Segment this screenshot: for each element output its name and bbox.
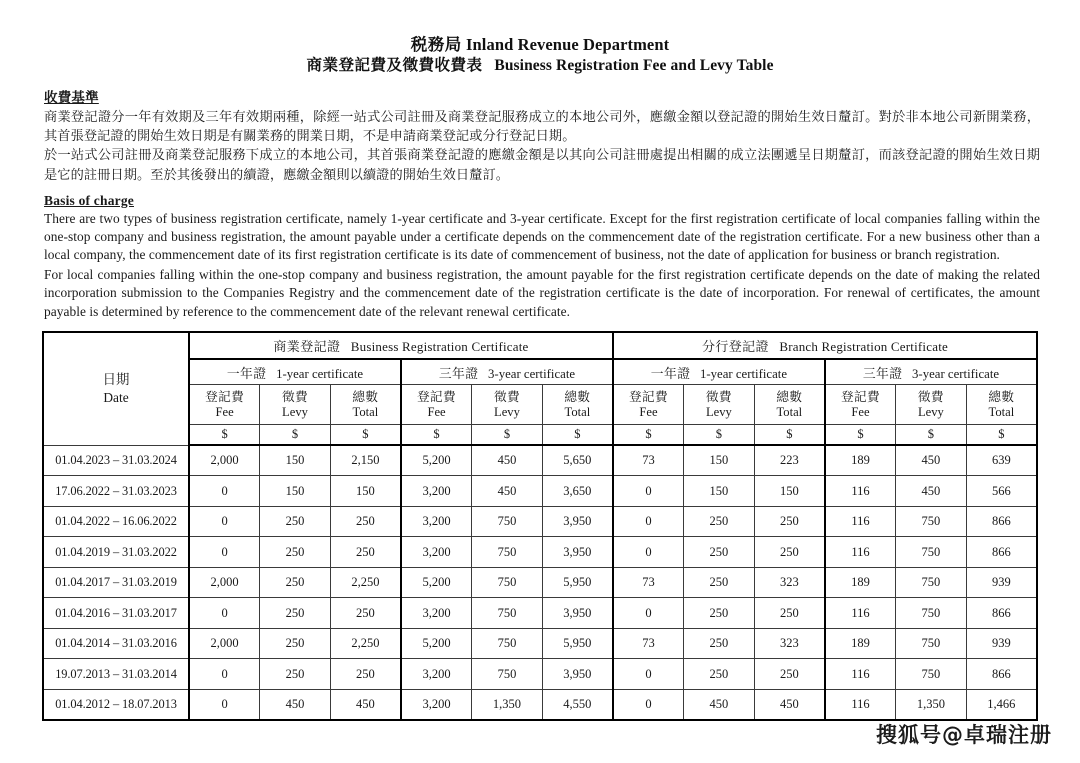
row-value-cell: 116 [825, 598, 896, 629]
row-value-cell: 0 [189, 506, 260, 537]
currency-header-2: $ [330, 425, 401, 446]
leaf-header-1-en: Levy [282, 404, 308, 419]
basis-zh-paragraph-2: 於一站式公司註冊及商業登記服務下成立的本地公司，其首張商業登記證的應繳金額是以其向公司註冊處提出相關的成立法團遞呈日期釐訂，而該登記證的開始生效日期是它的註冊日期。至於其後發出的續證，應繳金額則以續證的開始生效日釐訂。 [44, 147, 1040, 182]
header-row-leaf [43, 385, 1037, 425]
department-title-zh: 税務局 [410, 35, 462, 54]
row-date-cell: 01.04.2023 – 31.03.2024 [43, 445, 189, 476]
department-title-en: Inland Revenue Department [465, 35, 670, 54]
row-value-cell: 750 [472, 628, 543, 659]
row-date-cell: 01.04.2016 – 31.03.2017 [43, 598, 189, 629]
row-value-cell: 250 [330, 506, 401, 537]
leaf-header-11-en: Total [988, 404, 1015, 419]
row-value-cell: 450 [896, 445, 967, 476]
row-value-cell: 5,200 [401, 567, 472, 598]
row-value-cell: 750 [896, 537, 967, 568]
row-value-cell: 250 [754, 659, 825, 690]
currency-header-6: $ [613, 425, 684, 446]
row-value-cell: 5,650 [542, 445, 613, 476]
subgroup-header-business-1year [189, 359, 401, 385]
row-value-cell: 750 [472, 506, 543, 537]
currency-header-4: $ [472, 425, 543, 446]
row-value-cell: 250 [260, 598, 331, 629]
leaf-header-0-zh: 登記費 [205, 389, 245, 404]
row-value-cell: 866 [966, 506, 1037, 537]
row-value-cell: 3,950 [542, 506, 613, 537]
row-value-cell: 150 [754, 476, 825, 507]
table-row [43, 476, 1037, 507]
group-header-business-zh: 商業登記證 [273, 338, 341, 354]
basis-en-heading: Basis of charge [44, 192, 134, 208]
leaf-header-4-en: Levy [494, 404, 520, 419]
row-value-cell: 250 [260, 567, 331, 598]
row-value-cell: 750 [896, 567, 967, 598]
currency-header-10: $ [896, 425, 967, 446]
row-value-cell: 939 [966, 567, 1037, 598]
leaf-header-10-zh: 徵費 [917, 389, 944, 404]
row-value-cell: 1,350 [896, 689, 967, 720]
row-value-cell: 3,200 [401, 659, 472, 690]
row-value-cell: 5,950 [542, 628, 613, 659]
table-row [43, 567, 1037, 598]
row-value-cell: 0 [613, 659, 684, 690]
row-value-cell: 3,200 [401, 689, 472, 720]
row-value-cell: 450 [472, 445, 543, 476]
row-value-cell: 1,350 [472, 689, 543, 720]
row-date-cell: 19.07.2013 – 31.03.2014 [43, 659, 189, 690]
row-value-cell: 150 [684, 445, 755, 476]
group-header-business [189, 332, 613, 359]
leaf-header-4-zh: 徵費 [493, 389, 520, 404]
row-value-cell: 323 [754, 628, 825, 659]
row-value-cell: 250 [754, 506, 825, 537]
row-value-cell: 0 [613, 598, 684, 629]
leaf-header-6-zh: 登記費 [629, 389, 668, 404]
leaf-header-11 [966, 385, 1037, 425]
document-subtitle [0, 56, 1080, 77]
date-column-header [43, 332, 189, 446]
row-value-cell: 750 [472, 598, 543, 629]
row-value-cell: 116 [825, 659, 896, 690]
leaf-header-3-en: Fee [427, 404, 446, 419]
row-value-cell: 2,250 [330, 628, 401, 659]
leaf-header-8 [754, 385, 825, 425]
group-header-branch-zh: 分行登記證 [701, 338, 769, 354]
leaf-header-1-zh: 徵費 [281, 389, 308, 404]
leaf-header-3 [401, 385, 472, 425]
leaf-header-5 [542, 385, 613, 425]
row-value-cell: 250 [684, 659, 755, 690]
row-value-cell: 150 [684, 476, 755, 507]
row-value-cell: 250 [330, 598, 401, 629]
row-value-cell: 750 [896, 506, 967, 537]
group-header-branch [613, 332, 1037, 359]
row-value-cell: 3,950 [542, 598, 613, 629]
row-value-cell: 0 [189, 476, 260, 507]
row-value-cell: 2,000 [189, 567, 260, 598]
row-date-cell: 01.04.2022 – 16.06.2022 [43, 506, 189, 537]
row-value-cell: 250 [684, 537, 755, 568]
row-value-cell: 116 [825, 537, 896, 568]
row-value-cell: 250 [684, 506, 755, 537]
subgroup-branch-3year-en: 3-year certificate [912, 366, 1000, 381]
currency-header-5: $ [542, 425, 613, 446]
currency-header-11: $ [966, 425, 1037, 446]
date-header-en: Date [103, 389, 129, 405]
row-value-cell: 639 [966, 445, 1037, 476]
row-value-cell: 450 [684, 689, 755, 720]
row-value-cell: 566 [966, 476, 1037, 507]
row-value-cell: 73 [613, 628, 684, 659]
row-value-cell: 3,950 [542, 537, 613, 568]
leaf-header-9 [825, 385, 896, 425]
row-value-cell: 73 [613, 567, 684, 598]
row-value-cell: 0 [189, 537, 260, 568]
row-value-cell: 250 [260, 628, 331, 659]
row-date-cell: 01.04.2014 – 31.03.2016 [43, 628, 189, 659]
row-value-cell: 0 [613, 506, 684, 537]
row-value-cell: 323 [754, 567, 825, 598]
row-value-cell: 0 [189, 689, 260, 720]
row-value-cell: 939 [966, 628, 1037, 659]
row-value-cell: 150 [260, 476, 331, 507]
leaf-header-0 [189, 385, 260, 425]
row-value-cell: 250 [684, 567, 755, 598]
row-value-cell: 3,200 [401, 537, 472, 568]
row-value-cell: 866 [966, 659, 1037, 690]
row-value-cell: 3,200 [401, 598, 472, 629]
table-row [43, 659, 1037, 690]
row-value-cell: 189 [825, 445, 896, 476]
row-value-cell: 250 [260, 506, 331, 537]
row-value-cell: 5,950 [542, 567, 613, 598]
leaf-header-5-zh: 總數 [564, 389, 591, 404]
header-row-currency [43, 425, 1037, 446]
document-subtitle-zh: 商業登記費及徵費收費表 [306, 57, 483, 75]
row-value-cell: 0 [613, 476, 684, 507]
table-row [43, 628, 1037, 659]
row-value-cell: 450 [896, 476, 967, 507]
row-value-cell: 2,000 [189, 628, 260, 659]
row-date-cell: 17.06.2022 – 31.03.2023 [43, 476, 189, 507]
row-value-cell: 0 [613, 689, 684, 720]
leaf-header-6 [613, 385, 684, 425]
subgroup-business-1year-en: 1-year certificate [276, 366, 364, 381]
row-value-cell: 116 [825, 506, 896, 537]
department-title [0, 34, 1080, 56]
row-value-cell: 750 [472, 567, 543, 598]
basis-zh-paragraph-1: 商業登記證分一年有效期及三年有效期兩種，除經一站式公司註冊及商業登記服務成立的本地公司外，應繳金額以登記證的開始生效日釐訂。對於非本地公司新開業務，其首張登記證的開始生效日期是有關業務的開業日期，不是申請商業登記或分行登記日期。 [44, 109, 1040, 144]
subgroup-business-1year-zh: 一年證 [226, 366, 267, 381]
basis-en-paragraph-1: There are two types of business registration certificate, namely 1-year certificate and 3-year certificate. Except for the first registration certificate of local companies falling within the one-stop company and business registration, the amount payable under a certificate depends on the commencement date of the registration certificate. For a new business other than a local company, the commencement date of its first registration certificate is its date of commencement of business, not the date of application for business or branch registration. [44, 210, 1040, 263]
table-row [43, 445, 1037, 476]
leaf-header-2-zh: 總數 [352, 389, 379, 404]
row-value-cell: 450 [754, 689, 825, 720]
row-value-cell: 0 [189, 598, 260, 629]
leaf-header-2 [330, 385, 401, 425]
table-row [43, 537, 1037, 568]
leaf-header-2-en: Total [352, 404, 379, 419]
leaf-header-8-zh: 總數 [776, 389, 803, 404]
subgroup-header-business-3year [401, 359, 613, 385]
row-value-cell: 866 [966, 598, 1037, 629]
row-value-cell: 5,200 [401, 445, 472, 476]
leaf-header-7-zh: 徵費 [705, 389, 732, 404]
row-value-cell: 250 [330, 659, 401, 690]
row-date-cell: 01.04.2017 – 31.03.2019 [43, 567, 189, 598]
row-value-cell: 250 [754, 598, 825, 629]
currency-header-3: $ [401, 425, 472, 446]
leaf-header-5-en: Total [564, 404, 591, 419]
row-value-cell: 250 [260, 659, 331, 690]
row-date-cell: 01.04.2012 – 18.07.2013 [43, 689, 189, 720]
row-value-cell: 750 [896, 598, 967, 629]
document-body [0, 86, 1080, 321]
header-row-subgroups [43, 359, 1037, 385]
row-value-cell: 250 [754, 537, 825, 568]
group-header-branch-en: Branch Registration Certificate [779, 338, 948, 354]
row-value-cell: 150 [260, 445, 331, 476]
row-value-cell: 250 [260, 537, 331, 568]
row-value-cell: 750 [896, 628, 967, 659]
row-value-cell: 450 [260, 689, 331, 720]
row-value-cell: 450 [330, 689, 401, 720]
currency-header-7: $ [684, 425, 755, 446]
header-row-groups [43, 332, 1037, 359]
row-value-cell: 750 [472, 659, 543, 690]
business-registration-fee-table [42, 331, 1038, 721]
leaf-header-10 [896, 385, 967, 425]
row-value-cell: 116 [825, 689, 896, 720]
subgroup-branch-1year-en: 1-year certificate [700, 366, 788, 381]
row-value-cell: 150 [330, 476, 401, 507]
row-value-cell: 2,150 [330, 445, 401, 476]
leaf-header-1 [260, 385, 331, 425]
currency-header-0: $ [189, 425, 260, 446]
row-value-cell: 750 [472, 537, 543, 568]
row-value-cell: 1,466 [966, 689, 1037, 720]
row-value-cell: 4,550 [542, 689, 613, 720]
table-body [43, 445, 1037, 720]
leaf-header-0-en: Fee [215, 404, 234, 419]
row-value-cell: 3,650 [542, 476, 613, 507]
leaf-header-9-zh: 登記費 [840, 389, 880, 404]
row-value-cell: 3,200 [401, 506, 472, 537]
row-value-cell: 3,950 [542, 659, 613, 690]
row-value-cell: 116 [825, 476, 896, 507]
table-row [43, 598, 1037, 629]
row-value-cell: 5,200 [401, 628, 472, 659]
leaf-header-4 [472, 385, 543, 425]
leaf-header-8-en: Total [776, 404, 803, 419]
leaf-header-11-zh: 總數 [988, 389, 1015, 404]
row-value-cell: 0 [613, 537, 684, 568]
row-value-cell: 250 [684, 628, 755, 659]
row-value-cell: 189 [825, 567, 896, 598]
row-value-cell: 0 [189, 659, 260, 690]
fee-table-container [0, 331, 1080, 721]
leaf-header-3-zh: 登記費 [417, 389, 457, 404]
leaf-header-6-en: Fee [639, 404, 658, 419]
subgroup-business-3year-en: 3-year certificate [488, 366, 576, 381]
currency-header-1: $ [260, 425, 331, 446]
table-head [43, 332, 1037, 446]
subgroup-branch-3year-zh: 三年證 [862, 366, 903, 381]
row-value-cell: 250 [330, 537, 401, 568]
subgroup-header-branch-3year [825, 359, 1037, 385]
leaf-header-7-en: Levy [705, 404, 732, 419]
row-value-cell: 750 [896, 659, 967, 690]
row-date-cell: 01.04.2019 – 31.03.2022 [43, 537, 189, 568]
basis-en-paragraph-2: For local companies falling within the one-stop company and business registration, the amount payable for the first registration certificate depends on the date of making the related incorporation submission to the Companies Registry and the commencement date of the registration certificate is the date of incorporation. For renewal of certificates, the amount payable is determined by reference to the commencement date of the relevant renewal certificate. [44, 266, 1040, 319]
row-value-cell: 250 [684, 598, 755, 629]
subgroup-branch-1year-zh: 一年證 [650, 366, 691, 381]
row-value-cell: 866 [966, 537, 1037, 568]
source-watermark: 搜狐号@卓瑞注册 [876, 723, 1052, 747]
table-row [43, 689, 1037, 720]
leaf-header-10-en: Levy [917, 404, 944, 419]
row-value-cell: 2,000 [189, 445, 260, 476]
leaf-header-9-en: Fee [851, 404, 870, 419]
table-row [43, 506, 1037, 537]
row-value-cell: 2,250 [330, 567, 401, 598]
currency-header-8: $ [754, 425, 825, 446]
basis-zh-heading: 收費基準 [44, 90, 99, 106]
leaf-header-7 [684, 385, 755, 425]
currency-header-9: $ [825, 425, 896, 446]
subgroup-header-branch-1year [613, 359, 825, 385]
row-value-cell: 450 [472, 476, 543, 507]
subgroup-business-3year-zh: 三年證 [438, 366, 479, 381]
date-header-zh: 日期 [102, 372, 130, 388]
row-value-cell: 223 [754, 445, 825, 476]
row-value-cell: 189 [825, 628, 896, 659]
group-header-business-en: Business Registration Certificate [350, 338, 529, 354]
row-value-cell: 3,200 [401, 476, 472, 507]
row-value-cell: 73 [613, 445, 684, 476]
document-subtitle-en: Business Registration Fee and Levy Table [494, 57, 774, 75]
document-header [0, 0, 1080, 77]
